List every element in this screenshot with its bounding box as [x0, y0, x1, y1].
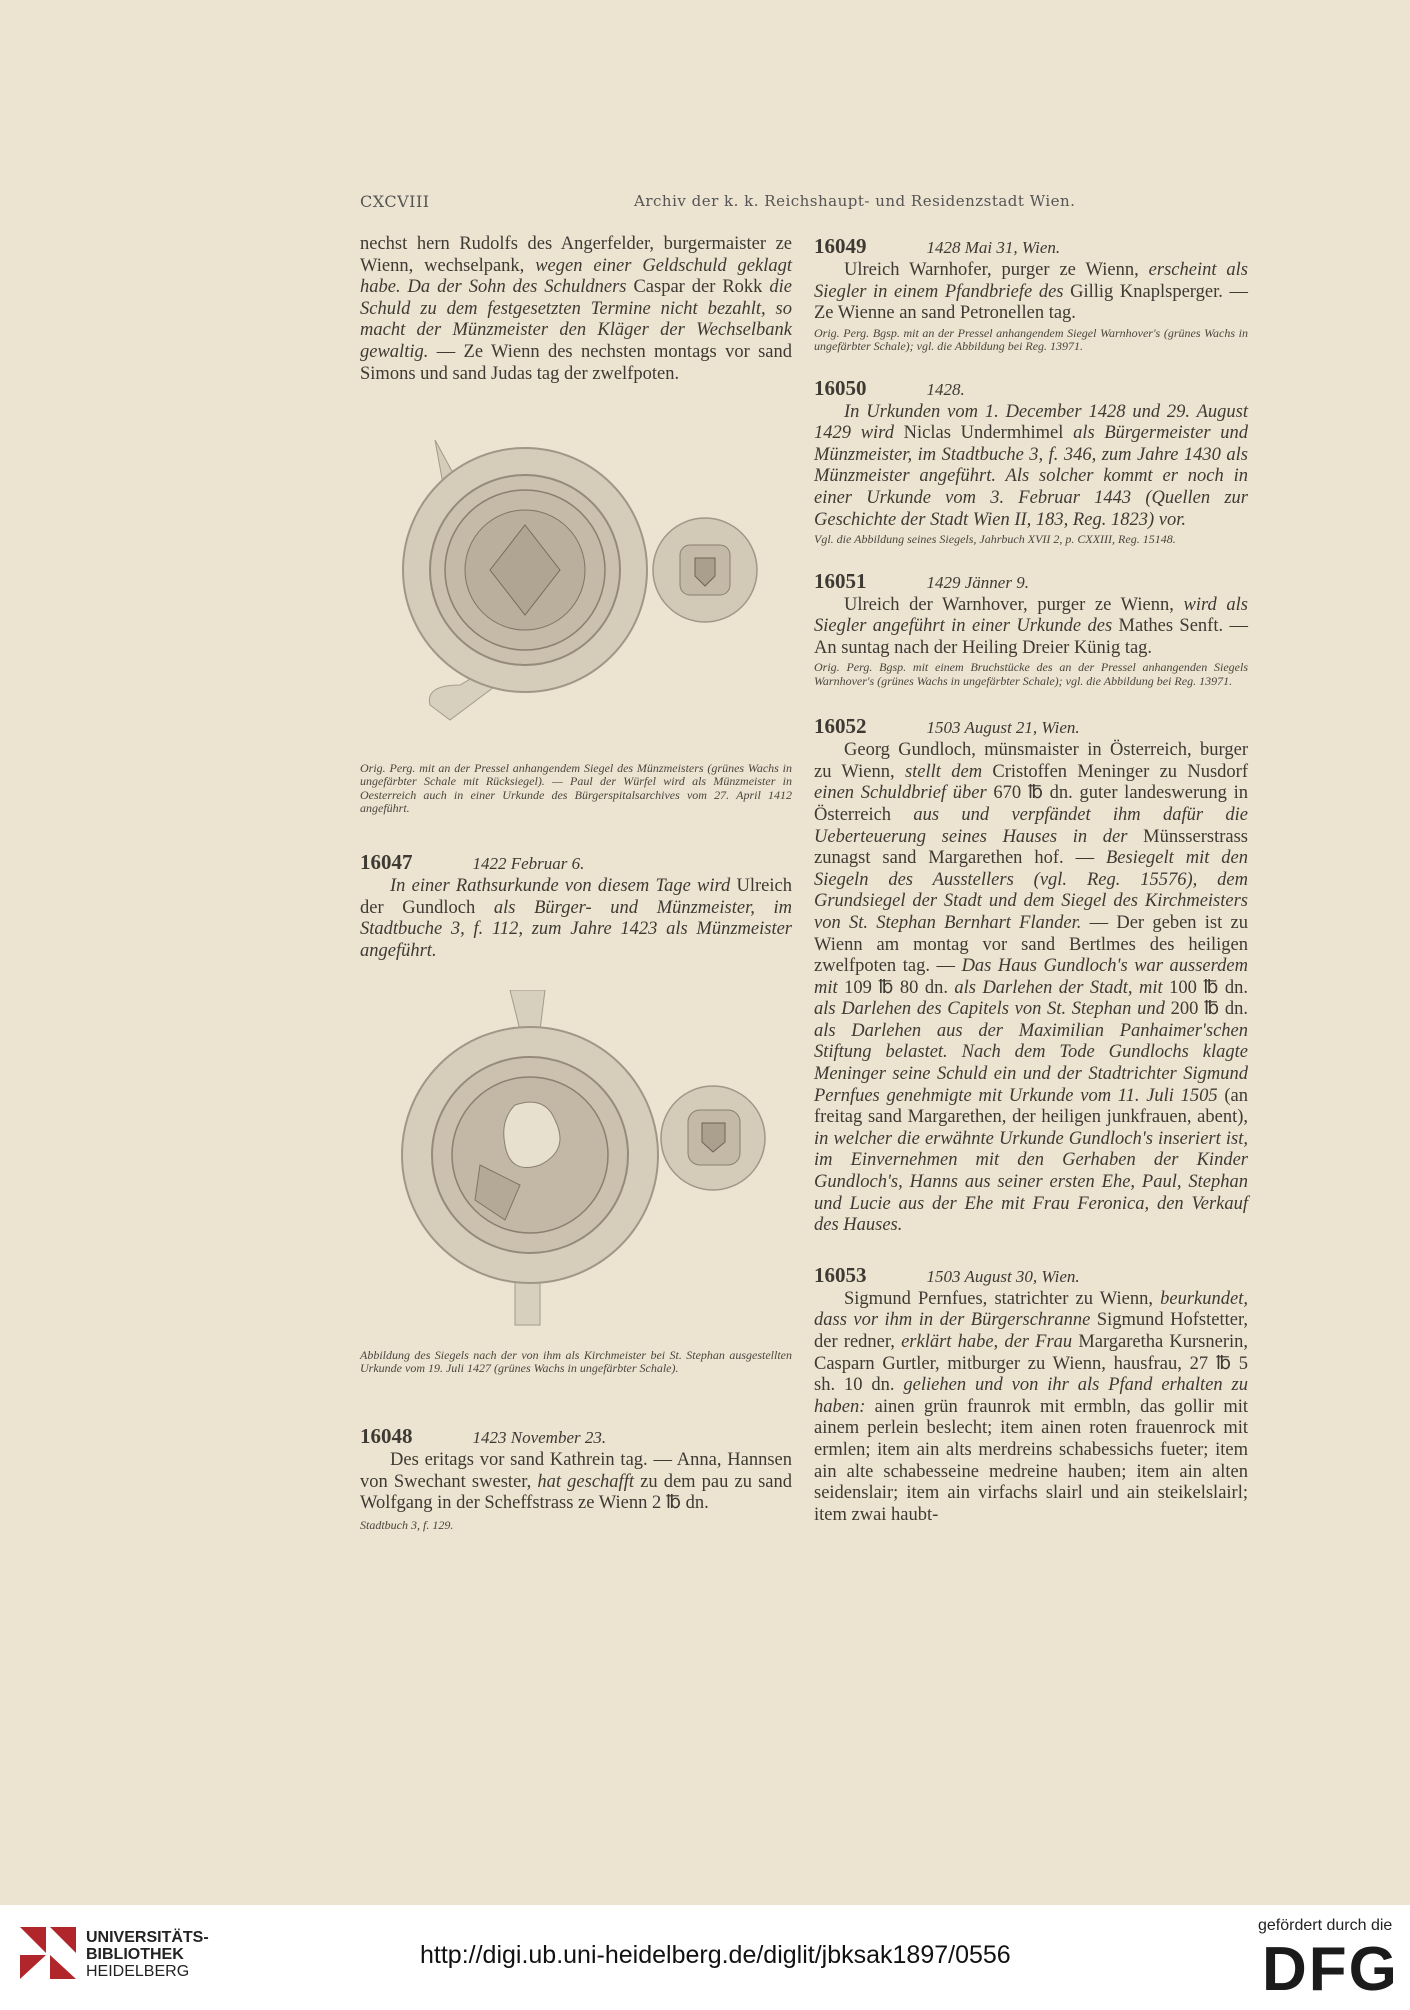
left-column — [360, 234, 792, 385]
figure1-caption-block — [360, 762, 792, 816]
register-note: Orig. Perg. Bgsp. mit an der Pressel anhangendem Siegel Warnhover's (grünes Wachs in ungefärbter Schale); vgl. die Abbildung bei Reg. 13971. — [814, 325, 1248, 354]
register-text: Des eritags vor sand Kathrein tag. — Anna, Hannsen von Swechant swester, hat geschafft zu dem pau zu sand Wolfgang in der Scheffstrass ze Wienn 2 ℔ dn. — [360, 1450, 792, 1514]
figure2-caption-block — [360, 1349, 792, 1376]
register-text: Ulreich Warnhofer, purger ze Wienn, erscheint als Siegler in einem Pfandbriefe des Gillig Knaplsperger. — Ze Wienne an sand Petronellen tag. — [814, 260, 1249, 324]
register-number: 16051 — [814, 568, 867, 593]
register-text: Sigmund Pernfues, statrichter zu Wienn, beurkundet, dass vor ihm in der Bürgerschranne Sigmund Hofstetter, der redner, erklärt habe, der Frau Margaretha Kursnerin, Casparn Gurtler, mitburger zu Wienn, hausfrau, 27 ℔ 5 sh. 10 dn. geliehen und von ihr als Pfand erhalten zu haben: ainen grün fraunrok mit ermbln, das gollir mit ainem perlein beslecht; item ainen roten frauenrock mit ermlen; item ain alts merdreins schabessichs fueter; item ain alte schabesseine medreine hauben; item ain alten seidenslair; item ain virfachs slairl und ain steikelslairl; item zwai haubt- — [814, 1288, 1249, 1525]
register-date: 1423 November 23. — [472, 1428, 607, 1447]
register-number: 16050 — [814, 375, 867, 400]
seal-figure-2 — [380, 990, 780, 1340]
university-logo-icon — [18, 1925, 78, 1981]
register-text: Ulreich der Warnhover, purger ze Wienn, wird als Siegler angeführt in einer Urkunde des Mathes Senft. — An suntag nach der Heiling Dreier Künig tag. — [814, 594, 1248, 658]
right-column — [814, 234, 1248, 1526]
funding-note: gefördert durch die — [1258, 1917, 1393, 1934]
register-date: 1422 Februar 6. — [472, 854, 585, 873]
register-number: 16049 — [814, 234, 867, 258]
figure2-caption: Abbildung des Siegels nach der von ihm als Kirchmeister bei St. Stephan ausgestellten Urkunde vom 19. Juli 1427 (grünes Wachs in ungefärbter Schale). — [360, 1348, 792, 1376]
register-text: In Urkunden vom 1. December 1428 und 29. August 1429 wird Niclas Undermhimel als Bürgermeister und Münzmeister, im Stadtbuche 3, f. 346, zum Jahre 1430 als Münzmeister angeführt. Als solcher kommt er noch in einer Urkunde vom 3. Februar 1443 (Quellen zur Geschichte der Stadt Wien II, 183, Reg. 1823) vor. — [814, 401, 1249, 530]
register-16049 — [814, 234, 1248, 354]
register-16052 — [814, 714, 1248, 1237]
register-text: Georg Gundloch, münsmaister in Österreich, burger zu Wienn, stellt dem Cristoffen Meninger zu Nusdorf einen Schuldbrief über 670 ℔ dn. guter landeswerung in Österreich aus und verpfändet ihm dafür die Ueberteuerung seines Hauses in der Münsserstrass zunagst sand Margarethen hof. — Besiegelt mit den Siegeln des Ausstellers (vgl. Reg. 15576), dem Grundsiegel der Stadt und dem Siegel des Kirchmeisters von St. Stephan Bernhart Flander. — Der geben ist zu Wienn am montag vor sand Bertlmes des heiligen zwelfpoten tag. — Das Haus Gundloch's war ausserdem mit 109 ℔ 80 dn. als Darlehen der Stadt, mit 100 ℔ dn. als Darlehen des Capitels von St. Stephan und 200 ℔ dn. als Darlehen aus der Maximilian Panhaimer'schen Stiftung belastet. Nach dem Tode Gundlochs klagte Meninger seine Schuld ein und der Stadtrichter Sigmund Pernfues genehmigte mit Urkunde vom 11. Juli 1505 (an freitag sand Margarethen, der heiligen junkfrauen, abent), in welcher die erwähnte Urkunde Gundloch's inseriert ist, im Einvernehmen mit den Gerhaben der Kinder Gundloch's, Hanns aus seiner ersten Ehe, Paul, Stephan und Lucie aus der Ehe mit Frau Feronica, den Verkauf des Hauses. — [814, 740, 1249, 1236]
seal-figure-1 — [380, 420, 780, 760]
figure1-caption: Orig. Perg. mit an der Pressel anhangendem Siegel des Münzmeisters (grünes Wachs in ungefärbter Schale mit Rücksiegel). — Paul der Würfel wird als Münzmeister in Oesterreich auch in einer Urkunde des Bürgerspitalsarchives vom 27. April 1412 angeführt. — [360, 761, 792, 816]
running-title: Archiv der k. k. Reichshaupt- und Residenzstadt Wien. — [634, 192, 1076, 210]
register-number: 16047 — [360, 850, 413, 874]
register-date: 1428 Mai 31, Wien. — [926, 238, 1061, 257]
register-date: 1429 Jänner 9. — [926, 572, 1029, 592]
register-16047 — [360, 850, 792, 962]
permalink-url[interactable]: http://digi.ub.uni-heidelberg.de/diglit/jbksak1897/0556 — [420, 1941, 1011, 1969]
register-date: 1503 August 30, Wien. — [926, 1266, 1080, 1286]
register-date: 1428. — [926, 379, 965, 399]
register-number: 16052 — [814, 714, 867, 739]
register-16053 — [814, 1263, 1248, 1527]
register-number: 16048 — [360, 1424, 413, 1448]
register-number: 16053 — [814, 1262, 867, 1287]
viewer-footer — [0, 1905, 1410, 2010]
register-text: In einer Rathsurkunde von diesem Tage wird Ulreich der Gundloch als Bürger- und Münzmeister, im Stadtbuche 3, f. 112, zum Jahre 1423 als Münzmeister angeführt. — [360, 876, 792, 961]
register-date: 1503 August 21, Wien. — [926, 718, 1080, 738]
university-library-logo: UNIVERSITÄTS- BIBLIOTHEK HEIDELBERG — [86, 1929, 209, 1980]
page-number: CXCVIII — [360, 192, 430, 211]
intro-paragraph: nechst hern Rudolfs des Angerfelder, burgermaister ze Wienn, wechselpank, wegen einer Geldschuld geklagt habe. Da der Sohn des Schuldners Caspar der Rokk die Schuld zu dem festgesetzten Termine nicht bezahlt, so macht der Münzmeister den Kläger der Wechselbank gewaltig. — Ze Wienn des nechsten montags vor sand Simons und sand Judas tag der zwelfpoten. — [360, 234, 792, 384]
register-16051 — [814, 569, 1248, 689]
register-16048 — [360, 1424, 792, 1532]
dfg-logo: DFG — [1262, 1935, 1399, 2004]
register-16050 — [814, 376, 1248, 547]
register-note: Vgl. die Abbildung seines Siegels, Jahrbuch XVII 2, p. CXXIII, Reg. 15148. — [814, 532, 1176, 547]
register-source: Stadtbuch 3, f. 129. — [360, 1517, 454, 1532]
register-note: Orig. Perg. Bgsp. mit einem Bruchstücke des an der Pressel anhangenden Siegels Warnhover's (grünes Wachs in ungefärbter Schale); vgl. die Abbildung bei Reg. 13971. — [814, 660, 1248, 688]
